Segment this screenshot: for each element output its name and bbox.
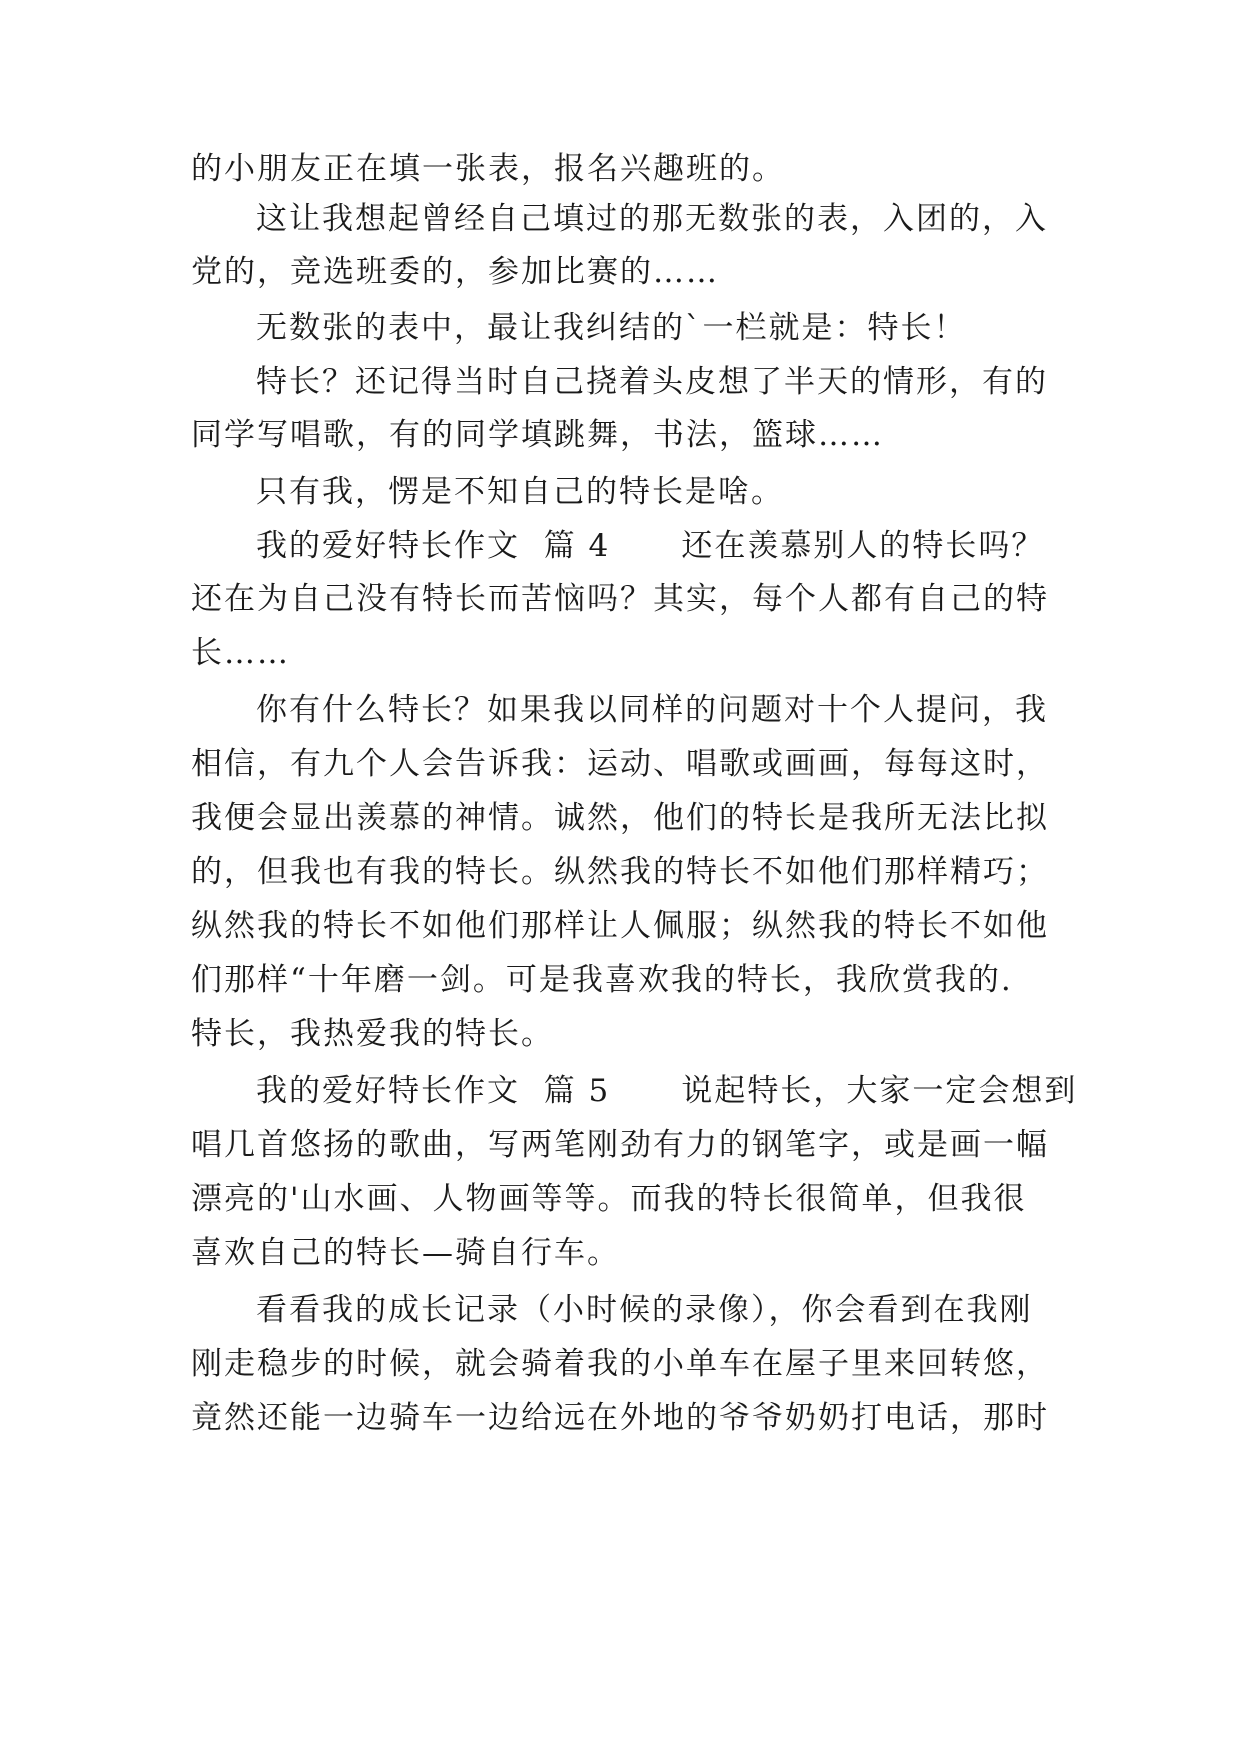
- text-line: 长……: [191, 635, 290, 671]
- text-line: 还在为自己没有特长而苦恼吗？其实，每个人都有自己的特: [191, 581, 1049, 617]
- text-line: 漂亮的'山水画、人物画等等。而我的特长很简单，但我很: [191, 1181, 1027, 1217]
- text-line: 只有我，愣是不知自己的特长是啥。: [256, 474, 784, 510]
- text-line: 党的，竞选班委的，参加比赛的……: [191, 254, 719, 290]
- text-line: 同学写唱歌，有的同学填跳舞，书法，篮球……: [191, 417, 884, 453]
- text-line: 的小朋友正在填一张表，报名兴趣班的。: [191, 151, 785, 187]
- text-line: 这让我想起曾经自己填过的那无数张的表，入团的，入: [256, 201, 1048, 237]
- text-line: 竟然还能一边骑车一边给远在外地的爷爷奶奶打电话，那时: [191, 1400, 1049, 1436]
- text-line: 看看我的成长记录（小时候的录像），你会看到在我刚: [256, 1292, 1033, 1328]
- text-line: 特长，我热爱我的特长。: [191, 1016, 554, 1052]
- text-line: 无数张的表中，最让我纠结的`一栏就是：特长！: [256, 310, 967, 346]
- section-heading-4: 我的爱好特长作文 篇 4 还在羡慕别人的特长吗？: [256, 528, 1045, 564]
- text-line: 的，但我也有我的特长。纵然我的特长不如他们那样精巧；: [191, 854, 1049, 890]
- text-line: 刚走稳步的时候，就会骑着我的小单车在屋子里来回转悠，: [191, 1346, 1049, 1382]
- text-line: 我便会显出羡慕的神情。诚然，他们的特长是我所无法比拟: [191, 800, 1049, 836]
- text-line: 纵然我的特长不如他们那样让人佩服；纵然我的特长不如他: [191, 908, 1049, 944]
- text-line: 相信，有九个人会告诉我：运动、唱歌或画画，每每这时，: [191, 746, 1049, 782]
- text-line: 特长？还记得当时自己挠着头皮想了半天的情形，有的: [256, 364, 1048, 400]
- text-line: 喜欢自己的特长—骑自行车。: [191, 1235, 620, 1271]
- text-line: 们那样“十年磨一剑。可是我喜欢我的特长，我欣赏我的.: [191, 962, 1013, 998]
- section-heading-5: 我的爱好特长作文 篇 5 说起特长，大家一定会想到: [256, 1073, 1078, 1109]
- text-line: 唱几首悠扬的歌曲，写两笔刚劲有力的钢笔字，或是画一幅: [191, 1127, 1049, 1163]
- text-line: 你有什么特长？如果我以同样的问题对十个人提问，我: [256, 692, 1048, 728]
